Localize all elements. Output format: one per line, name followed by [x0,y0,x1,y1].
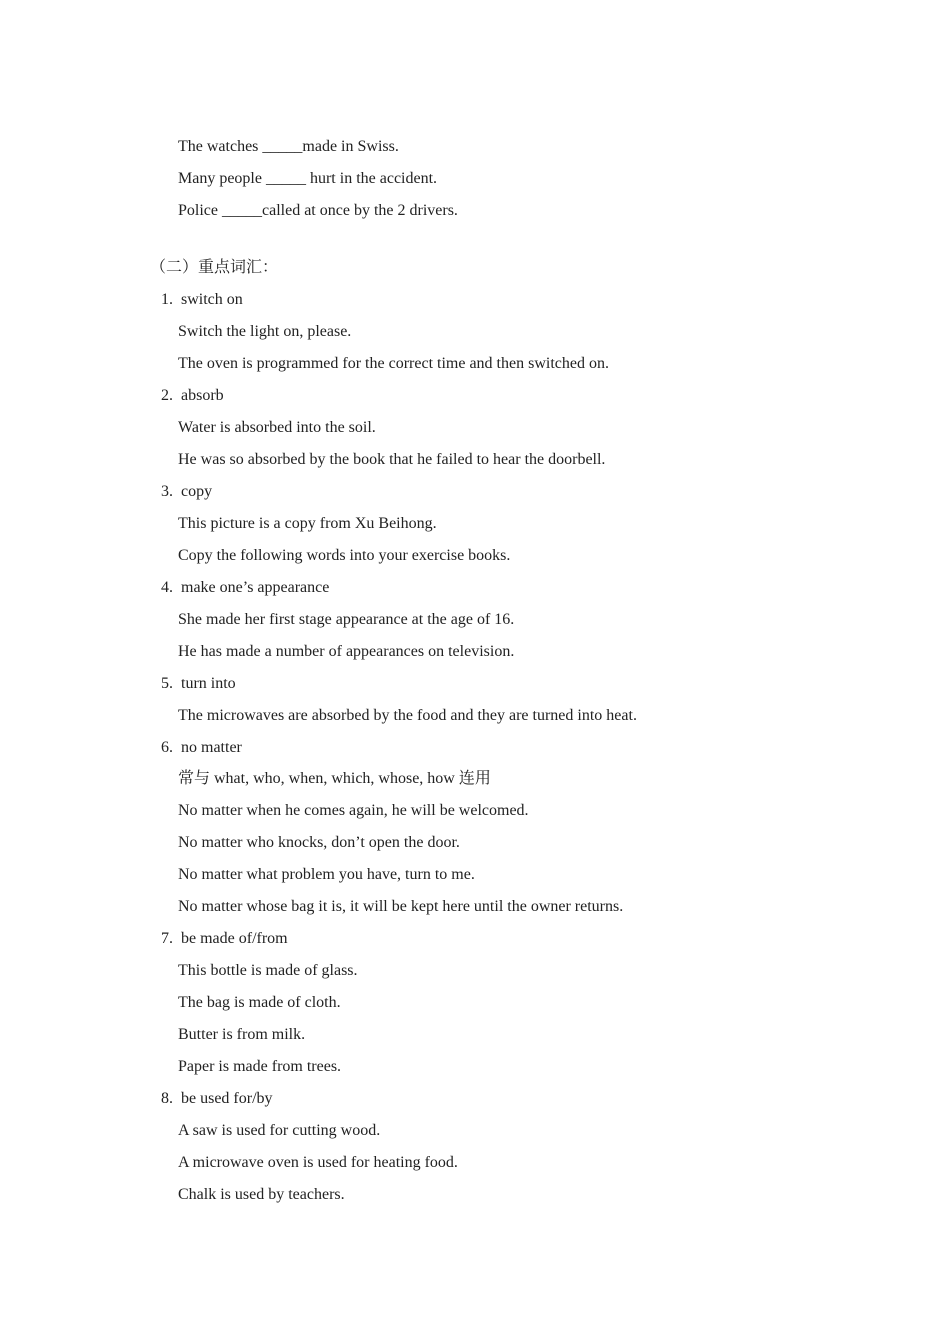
example-sentence: He has made a number of appearances on television. [178,643,515,660]
example-sentence: Paper is made from trees. [178,1058,342,1075]
usage-note: 常与 what, who, when, which, whose, how 连用 [178,770,491,787]
example-sentence: This picture is a copy from Xu Beihong. [178,515,437,532]
item-number: 2. [161,387,177,404]
example-sentence: Butter is from milk. [178,1026,306,1043]
item-number: 3. [161,483,177,500]
example-sentence: A microwave oven is used for heating food. [178,1154,458,1171]
item-term: make one’s appearance [181,579,330,596]
example-sentence: This bottle is made of glass. [178,962,358,979]
intro-line: Many people _____ hurt in the accident. [178,170,438,187]
item-number: 6. [161,739,177,756]
example-sentence: No matter who knocks, don’t open the door. [178,834,460,851]
example-sentence: She made her first stage appearance at the age of 16. [178,611,515,628]
item-term: absorb [181,387,224,404]
example-sentence: The microwaves are absorbed by the food and they are turned into heat. [178,707,637,724]
item-number: 8. [161,1090,177,1107]
example-sentence: The oven is programmed for the correct time and then switched on. [178,355,609,372]
section-heading: （二）重点词汇： [150,259,279,276]
vocab-item-6 [161,738,242,758]
example-sentence: No matter when he comes again, he will be welcomed. [178,802,529,819]
vocab-item-1 [161,290,243,310]
intro-line: The watches _____made in Swiss. [178,138,399,155]
item-number: 5. [161,675,177,692]
example-sentence: The bag is made of cloth. [178,994,341,1011]
example-sentence: Switch the light on, please. [178,323,352,340]
vocab-item-8 [161,1089,273,1109]
example-sentence: No matter whose bag it is, it will be kept here until the owner returns. [178,898,624,915]
item-number: 1. [161,291,177,308]
vocab-item-4 [161,578,329,598]
item-term: copy [181,483,213,500]
example-sentence: No matter what problem you have, turn to me. [178,866,475,883]
item-term: turn into [181,675,236,692]
example-sentence: He was so absorbed by the book that he failed to hear the doorbell. [178,451,606,468]
item-term: be made of/from [181,930,288,947]
item-term: switch on [181,291,243,308]
vocab-item-2 [161,386,224,406]
vocab-item-5 [161,674,236,694]
item-term: be used for/by [181,1090,273,1107]
item-term: no matter [181,739,242,756]
example-sentence: A saw is used for cutting wood. [178,1122,381,1139]
vocab-item-7 [161,929,288,949]
intro-line: Police _____called at once by the 2 drivers. [178,202,458,219]
vocab-item-3 [161,482,212,502]
example-sentence: Chalk is used by teachers. [178,1186,345,1203]
item-number: 7. [161,930,177,947]
item-number: 4. [161,579,177,596]
example-sentence: Copy the following words into your exercise books. [178,547,511,564]
example-sentence: Water is absorbed into the soil. [178,419,376,436]
